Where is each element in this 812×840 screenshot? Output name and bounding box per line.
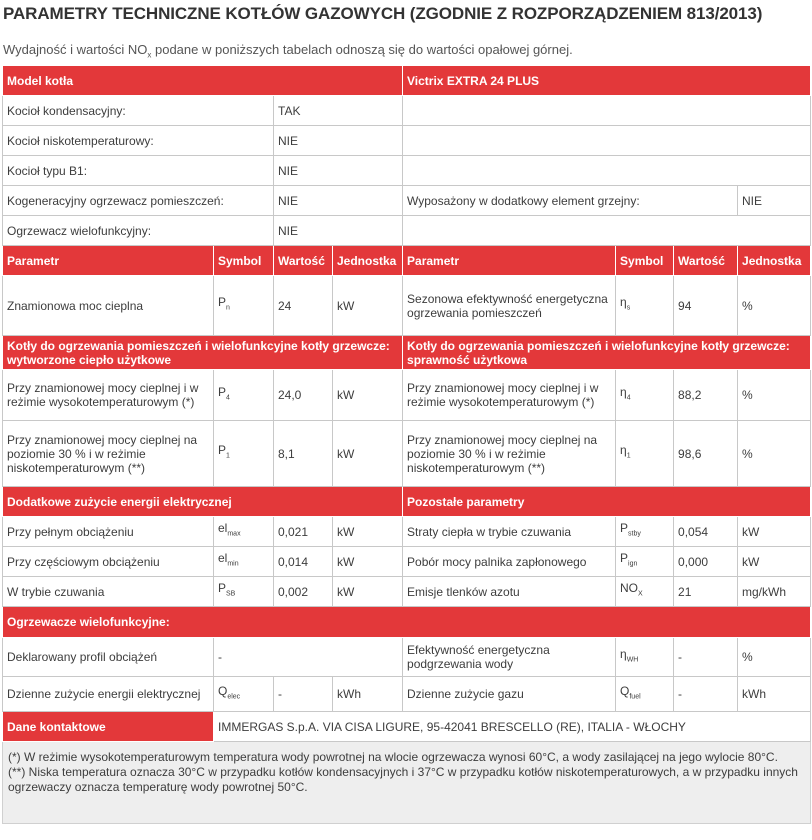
- param-value: -: [274, 677, 333, 712]
- footnote: (**) Niska temperatura oznacza 30°C w przypadku kotłów kondensacyjnych i 37°C w przypadku kotłów niskotemperaturowych, a w przypadku innych ogrzewaczy oznacza temperaturę wody powrotnej 50°C.: [8, 765, 798, 794]
- param-label: Dzienne zużycie gazu: [403, 677, 616, 712]
- model-label: Model kotła: [3, 66, 403, 96]
- yesno-value: NIE: [274, 126, 403, 156]
- elec-row: [3, 547, 811, 577]
- param-label: Przy pełnym obciążeniu: [3, 517, 214, 547]
- param-unit: kW: [333, 547, 403, 577]
- col-param: Parametr: [3, 246, 214, 276]
- symbol-main: P: [620, 521, 629, 536]
- yesno-label: Kogeneracyjny ogrzewacz pomieszczeń:: [3, 186, 274, 216]
- param-value: 24: [274, 276, 333, 336]
- symbol-main: P: [218, 384, 227, 399]
- col-symbol: Symbol: [214, 246, 274, 276]
- section-heading: Pozostałe parametry: [403, 487, 811, 517]
- param-value: 0,002: [274, 577, 333, 607]
- column-header-row: [3, 246, 811, 276]
- intro-sub: x: [147, 50, 152, 60]
- param-unit: %: [738, 276, 811, 336]
- param-symbol: [214, 677, 274, 712]
- yesno-row: [3, 126, 811, 156]
- param-unit: kWh: [738, 677, 811, 712]
- param-label: Przy znamionowej mocy cieplnej i w reżimie wysokotemperaturowym (*): [403, 370, 616, 421]
- param-symbol: [616, 276, 674, 336]
- param-symbol: [214, 577, 274, 607]
- page-title: PARAMETRY TECHNICZNE KOTŁÓW GAZOWYCH (ZGODNIE Z ROZPORZĄDZENIEM 813/2013): [3, 4, 763, 23]
- symbol-main: P: [218, 581, 227, 596]
- symbol-sub: SB: [226, 590, 236, 598]
- section-heading: Kotły do ogrzewania pomieszczeń i wielofunkcyjne kotły grzewcze: wytworzone ciepło użytkowe: [3, 336, 403, 370]
- symbol-main: P: [218, 295, 227, 310]
- symbol-sub: fuel: [629, 693, 641, 701]
- param-symbol: [214, 370, 274, 421]
- symbol-sub: n: [226, 304, 230, 312]
- yesno-value: NIE: [274, 186, 403, 216]
- param-value: 0,014: [274, 547, 333, 577]
- param-label: Deklarowany profil obciążeń: [3, 638, 214, 677]
- intro-before: Wydajność i wartości NO: [3, 42, 148, 57]
- param-label: Przy częściowym obciążeniu: [3, 547, 214, 577]
- empty-cell: [403, 216, 811, 246]
- symbol-main: el: [218, 521, 228, 536]
- col-value: Wartość: [274, 246, 333, 276]
- param-symbol: [616, 638, 674, 677]
- param-unit: kW: [738, 547, 811, 577]
- yesno-label: Kocioł kondensacyjny:: [3, 96, 274, 126]
- param-unit: mg/kWh: [738, 577, 811, 607]
- param-label: Sezonowa efektywność energetyczna ogrzewania pomieszczeń: [403, 276, 616, 336]
- yesno-row: [3, 186, 811, 216]
- param-unit: %: [738, 421, 811, 487]
- param-value: 94: [674, 276, 738, 336]
- symbol-main: Q: [620, 683, 630, 698]
- param-label: Straty ciepła w trybie czuwania: [403, 517, 616, 547]
- param-value: 24,0: [274, 370, 333, 421]
- param-symbol: [214, 276, 274, 336]
- footnotes: [3, 742, 811, 824]
- param-value: 21: [674, 577, 738, 607]
- param-unit: kW: [333, 577, 403, 607]
- col-unit: Jednostka: [333, 246, 403, 276]
- multi-row: [3, 677, 811, 712]
- section-header-row: [3, 487, 811, 517]
- symbol-main: η: [620, 443, 627, 458]
- elec-row: [3, 577, 811, 607]
- param-symbol: [616, 517, 674, 547]
- symbol-sub: 4: [226, 394, 230, 402]
- heat-row: [3, 421, 811, 487]
- section-heading: Kotły do ogrzewania pomieszczeń i wielofunkcyjne kotły grzewcze: sprawność użytkowa: [403, 336, 811, 370]
- param-unit: kWh: [333, 677, 403, 712]
- param-label: Dzienne zużycie energii elektrycznej: [3, 677, 214, 712]
- section-header-row: [3, 336, 811, 370]
- param-label: Przy znamionowej mocy cieplnej i w reżimie wysokotemperaturowym (*): [3, 370, 214, 421]
- param-value: 0,054: [674, 517, 738, 547]
- param-symbol: [214, 547, 274, 577]
- param-value: 0,000: [674, 547, 738, 577]
- yesno-row: [3, 96, 811, 126]
- param-unit: kW: [738, 517, 811, 547]
- symbol-sub: 4: [626, 394, 631, 402]
- symbol-sub: elec: [227, 693, 241, 701]
- symbol-sub: X: [638, 590, 643, 598]
- symbol-sub: 1: [626, 452, 631, 460]
- symbol-sub: s: [626, 304, 631, 312]
- section-heading: Ogrzewacze wielofunkcyjne:: [3, 607, 811, 638]
- symbol-sub: max: [227, 530, 241, 538]
- symbol-sub: stby: [628, 530, 641, 538]
- param-label: Znamionowa moc cieplna: [3, 276, 214, 336]
- param-label: Efektywność energetyczna podgrzewania wody: [403, 638, 616, 677]
- param-value: 88,2: [674, 370, 738, 421]
- col-symbol: Symbol: [616, 246, 674, 276]
- extra-label: Wyposażony w dodatkowy element grzejny:: [403, 186, 738, 216]
- symbol-sub: 1: [226, 452, 230, 460]
- yesno-value: TAK: [274, 96, 403, 126]
- symbol-main: Q: [218, 683, 228, 698]
- yesno-value: NIE: [274, 156, 403, 186]
- intro-text: [3, 42, 573, 60]
- param-symbol: [214, 517, 274, 547]
- param-unit: kW: [333, 276, 403, 336]
- model-value: Victrix EXTRA 24 PLUS: [403, 66, 811, 96]
- symbol-sub: min: [227, 560, 239, 568]
- param-symbol: [616, 547, 674, 577]
- section-header-row: [3, 607, 811, 638]
- param-value: 8,1: [274, 421, 333, 487]
- contact-row: [3, 712, 811, 742]
- heat-row: [3, 370, 811, 421]
- param-value: -: [674, 638, 738, 677]
- symbol-main: η: [620, 384, 627, 399]
- elec-row: [3, 517, 811, 547]
- col-value: Wartość: [674, 246, 738, 276]
- yesno-row: [3, 156, 811, 186]
- param-value: -: [674, 677, 738, 712]
- parameters-table: [2, 65, 811, 824]
- notes-row: [3, 742, 811, 824]
- param-label: Pobór mocy palnika zapłonowego: [403, 547, 616, 577]
- rated-row: [3, 276, 811, 336]
- contact-value: IMMERGAS S.p.A. VIA CISA LIGURE, 95-42041 BRESCELLO (RE), ITALIA - WŁOCHY: [214, 712, 811, 742]
- intro-after: podane w poniższych tabelach odnoszą się do wartości opałowej górnej.: [151, 42, 573, 57]
- param-value: -: [214, 638, 403, 677]
- symbol-sub: WH: [626, 656, 639, 664]
- param-label: Emisje tlenków azotu: [403, 577, 616, 607]
- yesno-value: NIE: [274, 216, 403, 246]
- model-row: [3, 66, 811, 96]
- section-heading: Dodatkowe zużycie energii elektrycznej: [3, 487, 403, 517]
- yesno-label: Kocioł typu B1:: [3, 156, 274, 186]
- symbol-main: P: [620, 551, 629, 566]
- param-label: W trybie czuwania: [3, 577, 214, 607]
- param-unit: %: [738, 370, 811, 421]
- param-unit: %: [738, 638, 811, 677]
- col-param: Parametr: [403, 246, 616, 276]
- param-value: 98,6: [674, 421, 738, 487]
- symbol-main: η: [620, 646, 627, 661]
- symbol-main: el: [218, 551, 228, 566]
- symbol-main: P: [218, 443, 227, 458]
- symbol-main: η: [620, 295, 627, 310]
- extra-value: NIE: [738, 186, 811, 216]
- param-symbol: [616, 421, 674, 487]
- param-label: Przy znamionowej mocy cieplnej na poziomie 30 % i w reżimie niskotemperaturowym (**): [3, 421, 214, 487]
- symbol-sub: ign: [628, 560, 638, 568]
- param-symbol: [616, 370, 674, 421]
- yesno-label: Ogrzewacz wielofunkcyjny:: [3, 216, 274, 246]
- param-unit: kW: [333, 421, 403, 487]
- param-unit: kW: [333, 370, 403, 421]
- contact-label: Dane kontaktowe: [3, 712, 214, 742]
- param-symbol: [616, 577, 674, 607]
- symbol-main: NO: [620, 581, 639, 596]
- yesno-label: Kocioł niskotemperaturowy:: [3, 126, 274, 156]
- footnote: (*) W reżimie wysokotemperaturowym temperatura wody powrotnej na wlocie ogrzewacza wynosi 60°C, a wody zasilającej na jego wylocie 80°C.: [8, 750, 778, 764]
- param-symbol: [214, 421, 274, 487]
- multi-row: [3, 638, 811, 677]
- param-unit: kW: [333, 517, 403, 547]
- param-symbol: [616, 677, 674, 712]
- param-value: 0,021: [274, 517, 333, 547]
- empty-cell: [403, 126, 811, 156]
- empty-cell: [403, 96, 811, 126]
- empty-cell: [403, 156, 811, 186]
- yesno-row: [3, 216, 811, 246]
- col-unit: Jednostka: [738, 246, 811, 276]
- param-label: Przy znamionowej mocy cieplnej na poziomie 30 % i w reżimie niskotemperaturowym (**): [403, 421, 616, 487]
